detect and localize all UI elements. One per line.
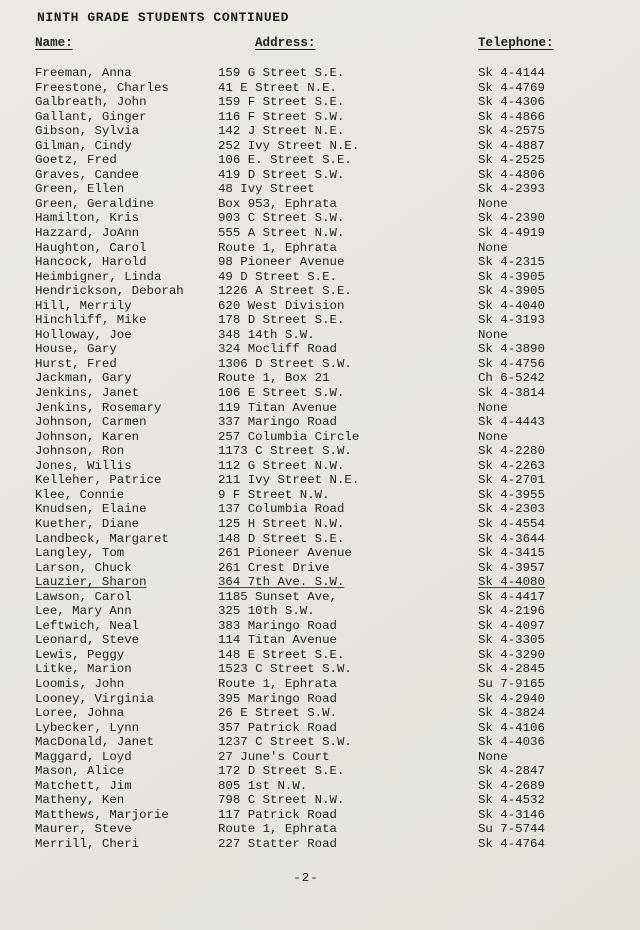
student-phone: Sk 4-2525 [478, 153, 545, 168]
student-name: Larson, Chuck [35, 560, 132, 575]
table-row [35, 793, 634, 808]
student-phone: Sk 4-4040 [478, 298, 545, 313]
student-name: Heimbigner, Linda [35, 269, 162, 284]
student-address: 41 E Street N.E. [218, 80, 337, 95]
student-address: 419 D Street S.W. [218, 167, 345, 182]
student-phone: Sk 4-3824 [478, 706, 545, 721]
student-name: Loomis, John [35, 676, 125, 691]
table-row [35, 837, 634, 852]
student-address: 211 Ivy Street N.E. [218, 473, 360, 488]
student-phone: Sk 4-3905 [478, 269, 545, 284]
table-row [35, 66, 634, 81]
student-name: Hamilton, Kris [35, 211, 140, 226]
column-headers [0, 36, 640, 52]
table-row [35, 750, 634, 765]
student-name: Kuether, Diane [35, 516, 140, 531]
student-name: Jackman, Gary [35, 371, 132, 386]
student-name: Green, Ellen [35, 182, 125, 197]
student-phone: Sk 4-3814 [478, 386, 545, 401]
student-name: Gilman, Cindy [35, 138, 132, 153]
student-phone: Sk 4-3146 [478, 807, 545, 822]
student-address: 364 7th Ave. S.W. [218, 575, 345, 590]
student-phone: Sk 4-4919 [478, 226, 545, 241]
student-name: Jenkins, Rosemary [35, 400, 162, 415]
student-address: 148 E Street S.E. [218, 647, 345, 662]
student-address: 348 14th S.W. [218, 327, 315, 342]
student-name: Langley, Tom [35, 546, 125, 561]
student-name: Maggard, Loyd [35, 749, 132, 764]
table-row [35, 808, 634, 823]
student-phone: Sk 4-4106 [478, 720, 545, 735]
table-row [35, 110, 634, 125]
student-name: Leonard, Steve [35, 633, 140, 648]
table-row [35, 692, 634, 707]
student-phone: None [478, 327, 508, 342]
table-row [35, 779, 634, 794]
table-row [35, 342, 634, 357]
table-row [35, 284, 634, 299]
table-row [35, 633, 634, 648]
student-address: 325 10th S.W. [218, 604, 315, 619]
student-phone: Sk 4-4306 [478, 95, 545, 110]
student-name: Hancock, Harold [35, 255, 147, 270]
student-phone: Sk 4-4443 [478, 415, 545, 430]
student-phone: Sk 4-2575 [478, 124, 545, 139]
student-name: Johnson, Karen [35, 429, 140, 444]
student-address: 1185 Sunset Ave, [218, 589, 337, 604]
table-row [35, 81, 634, 96]
table-row [35, 211, 634, 226]
student-name: Hazzard, JoAnn [35, 226, 140, 241]
student-address: 1306 D Street S.W. [218, 356, 352, 371]
student-name: Klee, Connie [35, 487, 125, 502]
student-phone: Sk 4-2689 [478, 778, 545, 793]
table-row [35, 735, 634, 750]
student-name: Loree, Johna [35, 706, 125, 721]
student-name: Lewis, Peggy [35, 647, 125, 662]
student-phone: Sk 4-4532 [478, 793, 545, 808]
student-phone: Su 7-9165 [478, 676, 545, 691]
table-row [35, 241, 634, 256]
student-phone: Sk 4-3955 [478, 487, 545, 502]
student-table [35, 66, 634, 852]
student-address: 125 H Street N.W. [218, 516, 345, 531]
student-phone: None [478, 429, 508, 444]
student-phone: Sk 4-4036 [478, 735, 545, 750]
student-phone: Sk 4-4806 [478, 167, 545, 182]
table-row [35, 197, 634, 212]
student-phone: Sk 4-3290 [478, 647, 545, 662]
student-address: 261 Pioneer Avenue [218, 546, 352, 561]
table-row [35, 153, 634, 168]
student-name: MacDonald, Janet [35, 735, 154, 750]
table-row [35, 604, 634, 619]
table-row [35, 182, 634, 197]
student-name: Knudsen, Elaine [35, 502, 147, 517]
student-address: 555 A Street N.W. [218, 226, 345, 241]
student-address: 48 Ivy Street [218, 182, 315, 197]
student-address: 26 E Street S.W. [218, 706, 337, 721]
student-name: Hurst, Fred [35, 356, 117, 371]
student-phone: Sk 4-4417 [478, 589, 545, 604]
table-row [35, 648, 634, 663]
student-name: Gibson, Sylvia [35, 124, 140, 139]
page-title: NINTH GRADE STUDENTS CONTINUED [37, 10, 290, 25]
student-address: 1523 C Street S.W. [218, 662, 352, 677]
student-address: 252 Ivy Street N.E. [218, 138, 360, 153]
student-name: House, Gary [35, 342, 117, 357]
student-name: Lawson, Carol [35, 589, 132, 604]
table-row [35, 517, 634, 532]
student-address: 903 C Street S.W. [218, 211, 345, 226]
student-name: Lybecker, Lynn [35, 720, 140, 735]
table-row [35, 95, 634, 110]
column-header-name: Name: [35, 36, 73, 50]
student-phone: Sk 4-4097 [478, 618, 545, 633]
student-address: Route 1, Box 21 [218, 371, 330, 386]
student-phone: Sk 4-3957 [478, 560, 545, 575]
table-row [35, 255, 634, 270]
student-name: Lee, Mary Ann [35, 604, 132, 619]
table-row [35, 662, 634, 677]
student-address: 49 D Street S.E. [218, 269, 337, 284]
table-row [35, 139, 634, 154]
table-row [35, 590, 634, 605]
student-name: Hill, Merrily [35, 298, 132, 313]
student-name: Jenkins, Janet [35, 386, 140, 401]
student-address: 798 C Street N.W. [218, 793, 345, 808]
table-row [35, 677, 634, 692]
student-phone: Sk 4-3644 [478, 531, 545, 546]
student-phone: Sk 4-3415 [478, 546, 545, 561]
student-address: 119 Titan Avenue [218, 400, 337, 415]
student-address: 357 Patrick Road [218, 720, 337, 735]
student-address: 159 F Street S.E. [218, 95, 345, 110]
student-name: Johnson, Carmen [35, 415, 147, 430]
student-name: Freestone, Charles [35, 80, 169, 95]
student-phone: Sk 4-4144 [478, 66, 545, 80]
student-phone: Sk 4-4756 [478, 356, 545, 371]
table-row [35, 226, 634, 241]
student-address: 116 F Street S.W. [218, 109, 345, 124]
student-address: 1173 C Street S.W. [218, 444, 352, 459]
table-row [35, 561, 634, 576]
student-phone: Sk 4-4764 [478, 836, 545, 851]
student-address: 1226 A Street S.E. [218, 284, 352, 299]
table-row [35, 168, 634, 183]
table-row [35, 386, 634, 401]
table-row [35, 371, 634, 386]
student-phone: Sk 4-2280 [478, 444, 545, 459]
student-name: Galbreath, John [35, 95, 147, 110]
table-row [35, 124, 634, 139]
student-name: Hinchliff, Mike [35, 313, 147, 328]
table-row [35, 473, 634, 488]
table-row [35, 822, 634, 837]
student-address: 117 Patrick Road [218, 807, 337, 822]
student-name: Matheny, Ken [35, 793, 125, 808]
student-name: Maurer, Steve [35, 822, 132, 837]
student-phone: Sk 4-3890 [478, 342, 545, 357]
student-address: 324 Mocliff Road [218, 342, 337, 357]
student-phone: Ch 6-5242 [478, 371, 545, 386]
table-row [35, 459, 634, 474]
table-row [35, 488, 634, 503]
student-address: 257 Columbia Circle [218, 429, 360, 444]
student-address: 142 J Street N.E. [218, 124, 345, 139]
student-name: Haughton, Carol [35, 240, 147, 255]
student-address: 172 D Street S.E. [218, 764, 345, 779]
table-row [35, 444, 634, 459]
student-address: 620 West Division [218, 298, 345, 313]
student-name: Matchett, Jim [35, 778, 132, 793]
student-name: Goetz, Fred [35, 153, 117, 168]
student-name: Freeman, Anna [35, 66, 132, 80]
table-row [35, 764, 634, 779]
student-name: Matthews, Marjorie [35, 807, 169, 822]
student-address: Route 1, Ephrata [218, 240, 337, 255]
student-name: Graves, Candee [35, 167, 140, 182]
student-address: 178 D Street S.E. [218, 313, 345, 328]
student-address: 9 F Street N.W. [218, 487, 330, 502]
student-address: 383 Maringo Road [218, 618, 337, 633]
student-phone: Sk 4-4887 [478, 138, 545, 153]
student-address: 137 Columbia Road [218, 502, 345, 517]
table-row [35, 502, 634, 517]
student-name: Merrill, Cheri [35, 836, 140, 851]
table-row [35, 619, 634, 634]
student-name: Gallant, Ginger [35, 109, 147, 124]
student-name: Leftwich, Neal [35, 618, 140, 633]
student-name: Litke, Marion [35, 662, 132, 677]
student-address: 114 Titan Avenue [218, 633, 337, 648]
table-row [35, 357, 634, 372]
student-name: Kelleher, Patrice [35, 473, 162, 488]
student-address: Box 953, Ephrata [218, 196, 337, 211]
student-address: 227 Statter Road [218, 836, 337, 851]
student-phone: Sk 4-2393 [478, 182, 545, 197]
student-address: 112 G Street N.W. [218, 458, 345, 473]
student-address: Route 1, Ephrata [218, 676, 337, 691]
student-phone: Sk 4-2303 [478, 502, 545, 517]
student-phone: Sk 4-4769 [478, 80, 545, 95]
student-phone: Sk 4-2315 [478, 255, 545, 270]
table-row [35, 328, 634, 343]
student-phone: Sk 4-2940 [478, 691, 545, 706]
student-name: Landbeck, Margaret [35, 531, 169, 546]
student-phone: None [478, 196, 508, 211]
page-number: -2- [293, 871, 319, 885]
table-row [35, 415, 634, 430]
student-address: 1237 C Street S.W. [218, 735, 352, 750]
table-row [35, 721, 634, 736]
table-row [35, 299, 634, 314]
student-phone: None [478, 749, 508, 764]
student-name: Mason, Alice [35, 764, 125, 779]
student-phone: Sk 4-2847 [478, 764, 545, 779]
table-row [35, 430, 634, 445]
student-name: Lauzier, Sharon [35, 575, 147, 590]
student-address: 159 G Street S.E. [218, 66, 345, 80]
column-header-address: Address: [255, 36, 316, 50]
student-address: 106 E Street S.W. [218, 386, 345, 401]
student-phone: Sk 4-4554 [478, 516, 545, 531]
student-name: Holloway, Joe [35, 327, 132, 342]
student-address: 395 Maringo Road [218, 691, 337, 706]
table-row [35, 706, 634, 721]
column-header-telephone: Telephone: [478, 36, 554, 50]
student-address: Route 1, Ephrata [218, 822, 337, 837]
table-row [35, 532, 634, 547]
student-address: 98 Pioneer Avenue [218, 255, 345, 270]
table-row [35, 546, 634, 561]
student-phone: None [478, 400, 508, 415]
table-row [35, 401, 634, 416]
student-phone: Sk 4-4866 [478, 109, 545, 124]
student-name: Green, Geraldine [35, 196, 154, 211]
student-phone: Su 7-5744 [478, 822, 545, 837]
student-phone: Sk 4-4080 [478, 575, 545, 590]
student-name: Johnson, Ron [35, 444, 125, 459]
student-phone: Sk 4-3905 [478, 284, 545, 299]
table-row [35, 313, 634, 328]
student-phone: Sk 4-3193 [478, 313, 545, 328]
table-row [35, 575, 634, 590]
student-phone: Sk 4-3305 [478, 633, 545, 648]
student-name: Looney, Virginia [35, 691, 154, 706]
student-address: 106 E. Street S.E. [218, 153, 352, 168]
student-phone: None [478, 240, 508, 255]
student-address: 148 D Street S.E. [218, 531, 345, 546]
student-address: 805 1st N.W. [218, 778, 308, 793]
student-phone: Sk 4-2263 [478, 458, 545, 473]
student-phone: Sk 4-2196 [478, 604, 545, 619]
student-name: Hendrickson, Deborah [35, 284, 184, 299]
table-row [35, 270, 634, 285]
student-phone: Sk 4-2845 [478, 662, 545, 677]
student-address: 337 Maringo Road [218, 415, 337, 430]
student-address: 261 Crest Drive [218, 560, 330, 575]
student-phone: Sk 4-2701 [478, 473, 545, 488]
student-name: Jones, Willis [35, 458, 132, 473]
student-phone: Sk 4-2390 [478, 211, 545, 226]
student-address: 27 June's Court [218, 749, 330, 764]
